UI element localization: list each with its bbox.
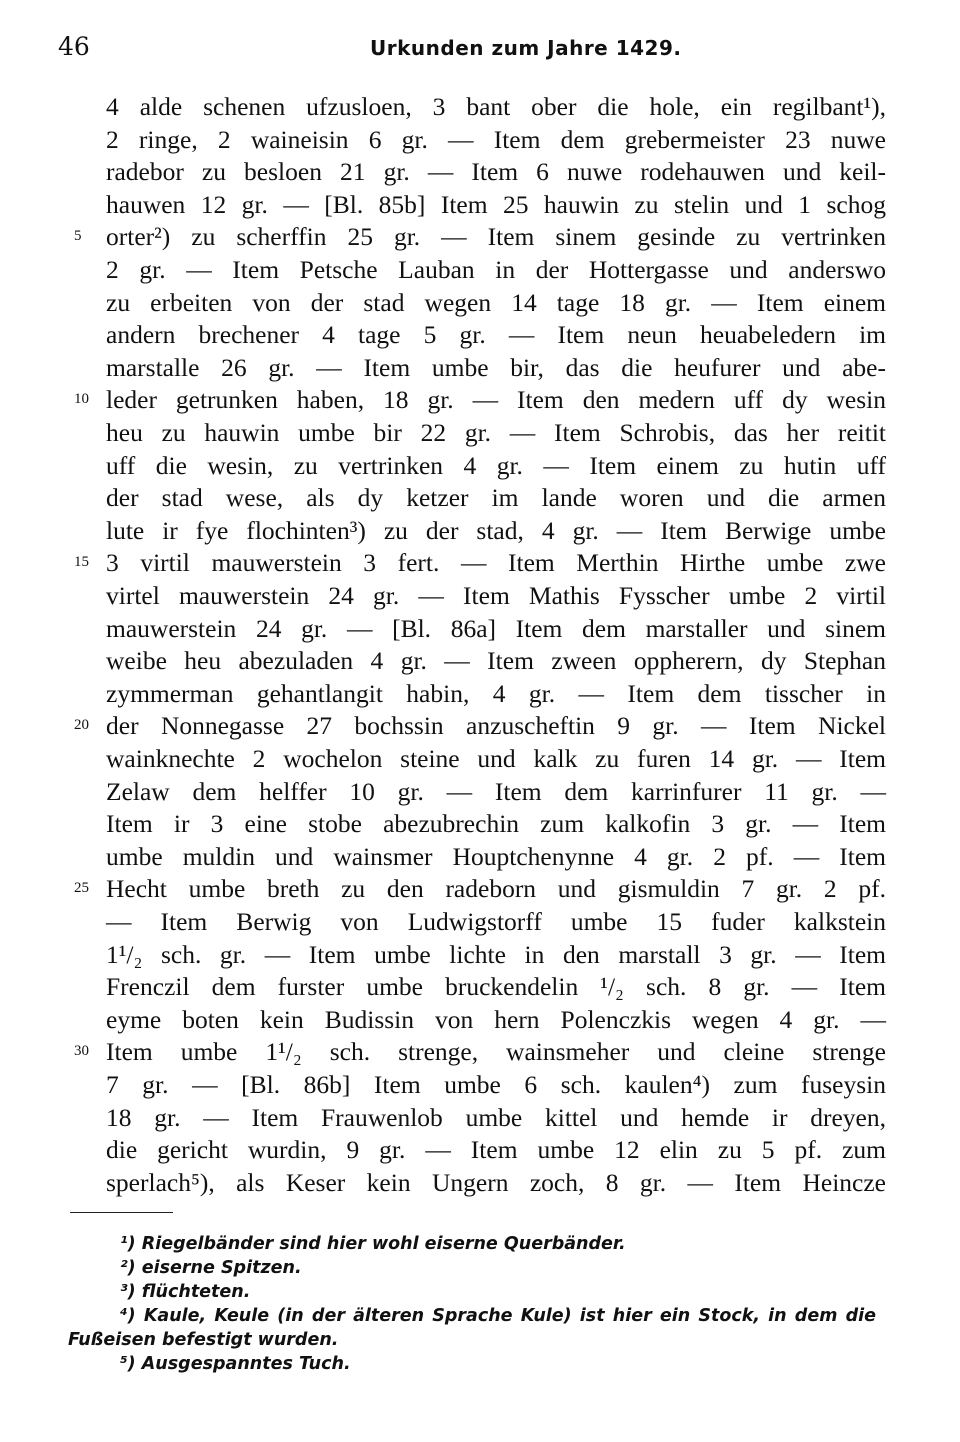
text-line: radebor zu besloen 21 gr. — Item 6 nuwe rodehauwen und keil-	[106, 157, 886, 186]
line-number: 30	[74, 1043, 89, 1059]
text-line: 2 gr. — Item Petsche Lauban in der Hottergasse und anderswo	[106, 255, 886, 284]
text-line: zu erbeiten von der stad wegen 14 tage 18 gr. — Item einem	[106, 288, 886, 317]
line-number: 10	[74, 391, 89, 407]
text-line: weibe heu abezuladen 4 gr. — Item zween oppherern, dy Stephan	[106, 646, 886, 675]
text-line: mauwerstein 24 gr. — [Bl. 86a] Item dem marstaller und sinem	[106, 614, 886, 643]
text-line: andern brechener 4 tage 5 gr. — Item neun heuabeledern im	[106, 320, 886, 349]
text-line: zymmerman gehantlangit habin, 4 gr. — Item dem tisscher in	[106, 679, 886, 708]
text-line: orter²) zu scherffin 25 gr. — Item sinem gesinde zu vertrinken	[106, 222, 886, 251]
text-line: leder getrunken haben, 18 gr. — Item den medern uff dy wesin	[106, 385, 886, 414]
text-line: der stad wese, als dy ketzer im lande woren und die armen	[106, 483, 886, 512]
text-line: wainknechte 2 wochelon steine und kalk zu furen 14 gr. — Item	[106, 744, 886, 773]
text-line: 7 gr. — [Bl. 86b] Item umbe 6 sch. kaulen⁴) zum fuseysin	[106, 1070, 886, 1099]
text-line: 1¹/₂ sch. gr. — Item umbe lichte in den marstall 3 gr. — Item	[106, 940, 886, 969]
line-number: 25	[74, 880, 89, 896]
footnote-1: ¹) Riegelbänder sind hier wohl eiserne Querbänder.	[120, 1234, 626, 1254]
footnote-rule	[70, 1212, 173, 1213]
text-line: eyme boten kein Budissin von hern Polenczkis wegen 4 gr. —	[106, 1005, 886, 1034]
footnote-2: ²) eiserne Spitzen.	[120, 1258, 302, 1278]
footnote-3: ³) flüchteten.	[120, 1282, 251, 1302]
page-header	[0, 30, 960, 70]
line-number: 20	[74, 717, 89, 733]
text-line: 4 alde schenen ufzusloen, 3 bant ober die hole, ein regilbant¹),	[106, 92, 886, 121]
footnote-4-continuation: Fußeisen befestigt wurden.	[68, 1330, 339, 1350]
text-line: marstalle 26 gr. — Item umbe bir, das die heufurer und abe-	[106, 353, 886, 382]
text-line: der Nonnegasse 27 bochssin anzuscheftin 9 gr. — Item Nickel	[106, 711, 886, 740]
text-line: umbe muldin und wainsmer Houptchenynne 4 gr. 2 pf. — Item	[106, 842, 886, 871]
text-line: 18 gr. — Item Frauwenlob umbe kittel und hemde ir dreyen,	[106, 1103, 886, 1132]
line-number: 5	[74, 228, 82, 244]
text-line: — Item Berwig von Ludwigstorff umbe 15 fuder kalkstein	[106, 907, 886, 936]
text-line: Item umbe 1¹/₂ sch. strenge, wainsmeher und cleine strenge	[106, 1037, 886, 1066]
footnote-4: ⁴) Kaule, Keule (in der älteren Sprache Kule) ist hier ein Stock, in dem die	[120, 1306, 876, 1326]
text-line: 2 ringe, 2 waineisin 6 gr. — Item dem grebermeister 23 nuwe	[106, 125, 886, 154]
footnote-5: ⁵) Ausgespanntes Tuch.	[120, 1354, 351, 1374]
text-line: sperlach⁵), als Keser kein Ungern zoch, 8 gr. — Item Heincze	[106, 1168, 886, 1197]
text-line: Hecht umbe breth zu den radeborn und gismuldin 7 gr. 2 pf.	[106, 874, 886, 903]
text-line: die gericht wurdin, 9 gr. — Item umbe 12 elin zu 5 pf. zum	[106, 1135, 886, 1164]
text-line: virtel mauwerstein 24 gr. — Item Mathis Fysscher umbe 2 virtil	[106, 581, 886, 610]
text-line: 3 virtil mauwerstein 3 fert. — Item Merthin Hirthe umbe zwe	[106, 548, 886, 577]
text-line: Frenczil dem furster umbe bruckendelin ¹/₂ sch. 8 gr. — Item	[106, 972, 886, 1001]
page-number: 46	[58, 32, 90, 61]
text-line: hauwen 12 gr. — [Bl. 85b] Item 25 hauwin zu stelin und 1 schog	[106, 190, 886, 219]
text-line: heu zu hauwin umbe bir 22 gr. — Item Schrobis, das her reitit	[106, 418, 886, 447]
text-line: Zelaw dem helffer 10 gr. — Item dem karrinfurer 11 gr. —	[106, 777, 886, 806]
line-number: 15	[74, 554, 89, 570]
text-line: Item ir 3 eine stobe abezubrechin zum kalkofin 3 gr. — Item	[106, 809, 886, 838]
text-line: uff die wesin, zu vertrinken 4 gr. — Item einem zu hutin uff	[106, 451, 886, 480]
running-head: Urkunden zum Jahre 1429.	[370, 36, 682, 60]
text-line: lute ir fye flochinten³) zu der stad, 4 gr. — Item Berwige umbe	[106, 516, 886, 545]
